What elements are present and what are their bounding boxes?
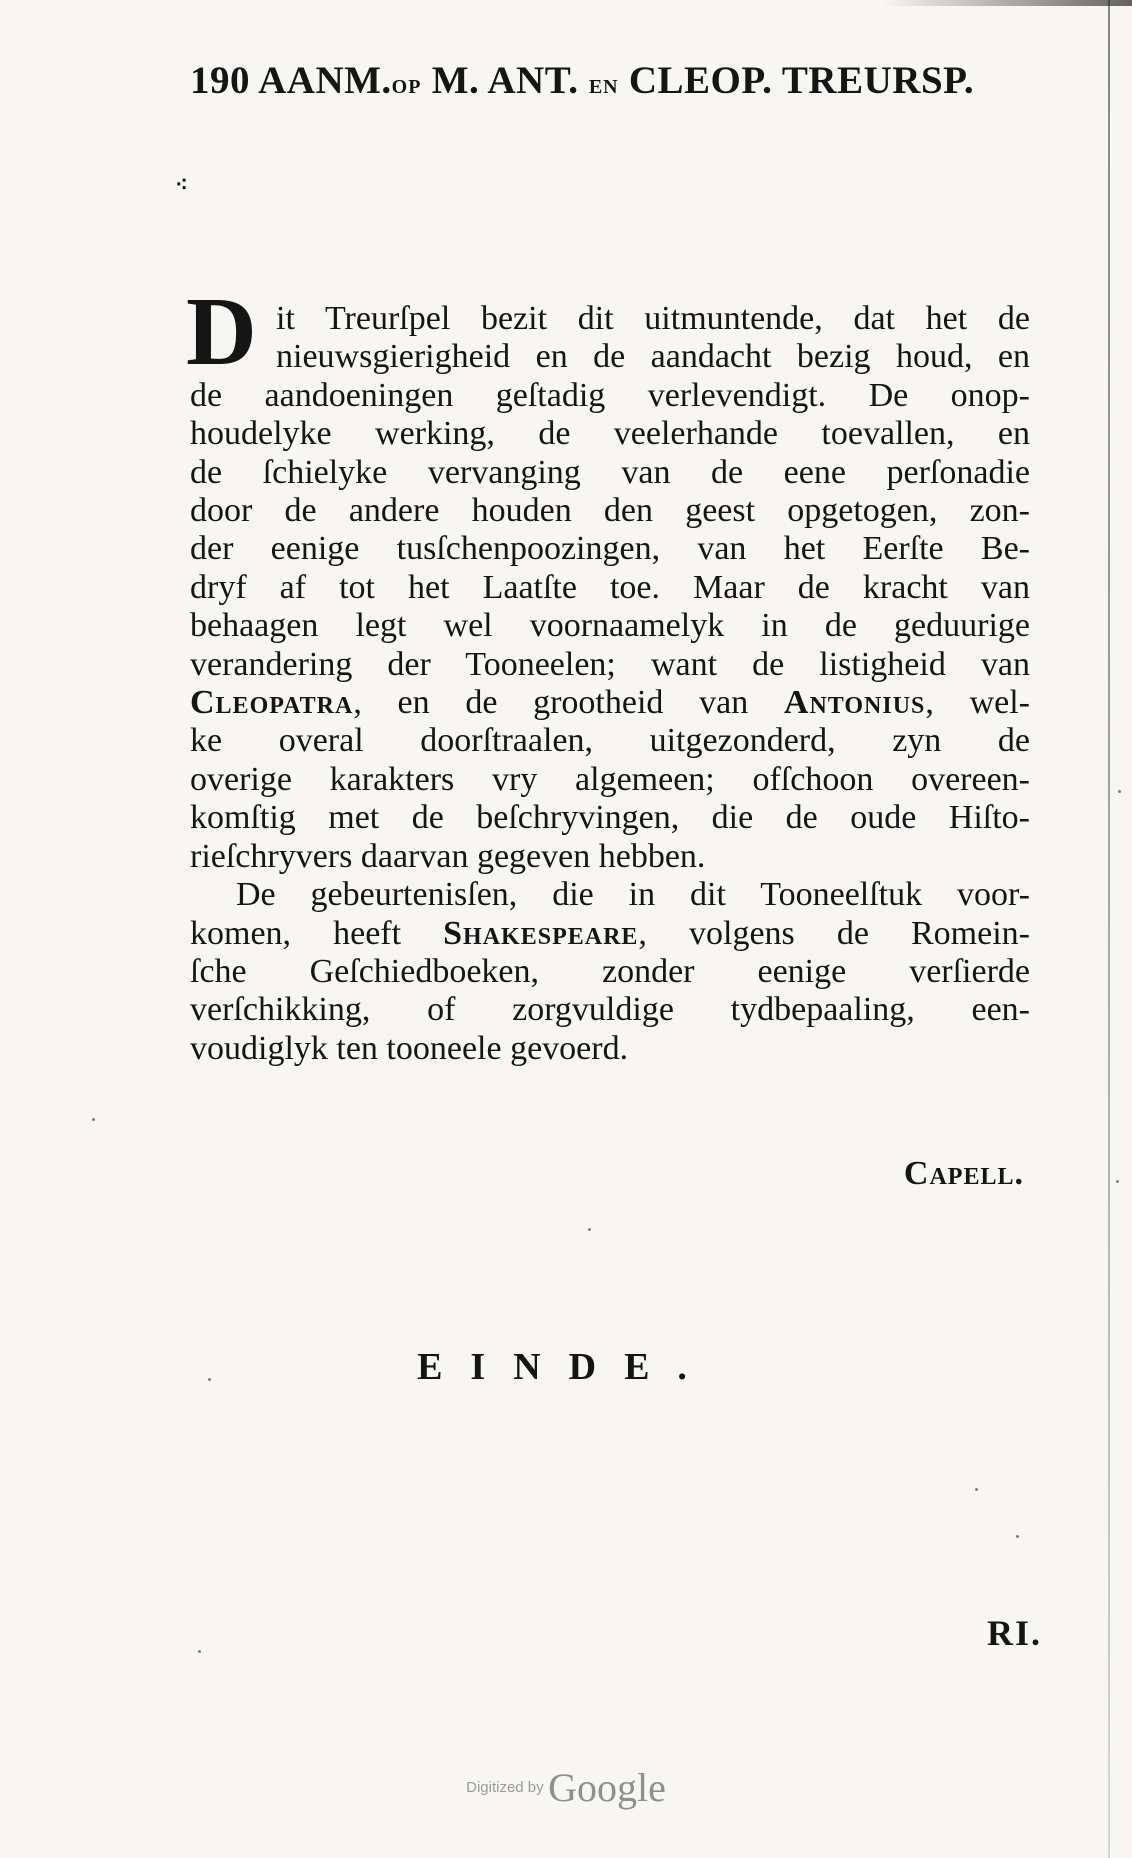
name-cleopatra: Cleopatra (190, 684, 354, 722)
text-line: voudiglyk ten tooneele gevoerd. (190, 1029, 629, 1067)
text-line (190, 684, 1030, 722)
ink-speck (208, 1378, 211, 1381)
text-line: de aandoeningen geſtadig verlevendigt. De onop- (190, 376, 1030, 414)
drop-cap: D (186, 278, 257, 386)
ornament-mark: ⁖ (175, 172, 188, 197)
text-line: nieuwsgierigheid en de aandacht bezig houd, en (276, 338, 1030, 376)
page-number: 190 (190, 59, 250, 102)
text-fragment: komen, heeft (190, 914, 444, 952)
text-line: der eenige tusſchenpoozingen, van het Eerſte Be- (190, 530, 1030, 568)
digitized-watermark (0, 1764, 1132, 1811)
header-part-en: EN (588, 76, 619, 98)
text-line: ſche Geſchiedboeken, zonder eenige verſierde (190, 952, 1030, 990)
text-line: door de andere houden den geest opgetogen, zon- (190, 492, 1030, 530)
text-line: komſtig met de beſchryvingen, die de oude Hiſto- (190, 799, 1030, 837)
watermark-digitized-text: Digitized by (466, 1779, 544, 1796)
finis-mark: EINDE. (417, 1346, 715, 1388)
text-line: verandering der Tooneelen; want de listigheid van (190, 645, 1030, 683)
text-line: houdelyke werking, de veelerhande toevallen, en (190, 415, 1030, 453)
ink-speck (1116, 1180, 1119, 1183)
header-part-op: OP (391, 76, 422, 98)
ink-speck (1016, 1535, 1019, 1538)
text-fragment: , en de grootheid van (353, 684, 784, 722)
ink-speck (92, 1118, 95, 1121)
text-line: ke overal doorſtraalen, uitgezonderd, zyn de (190, 722, 1030, 760)
page-right-edge (1108, 0, 1110, 1858)
text-fragment: , wel- (925, 684, 1030, 722)
header-part-cleop: CLEOP. TREURSP. (628, 59, 975, 102)
text-line: it Treurſpel bezit dit uitmuntende, dat het de (276, 300, 1030, 337)
text-line: De gebeurtenisſen, die in dit Tooneelſtuk voor- (236, 876, 1030, 914)
text-fragment: , volgens de Romein- (638, 914, 1030, 952)
text-line (190, 915, 1030, 953)
catchword: RI. (986, 1613, 1042, 1653)
ink-speck (198, 1650, 201, 1653)
main-text (190, 300, 1030, 1068)
author-signature: Capell. (903, 1155, 1024, 1192)
name-shakespeare: Shakespeare (443, 914, 639, 952)
ink-speck (588, 1228, 591, 1231)
ink-speck (1118, 790, 1121, 793)
running-header (190, 58, 1030, 103)
ink-speck (975, 1488, 978, 1491)
text-line: de ſchielyke vervanging van de eene perſonadie (190, 453, 1030, 491)
text-line: verſchikking, of zorgvuldige tydbepaaling, een- (190, 991, 1030, 1029)
page-top-edge (0, 0, 1132, 6)
text-line: behaagen legt wel voornaamelyk in de geduurige (190, 607, 1030, 645)
text-line: dryf af tot het Laatſte toe. Maar de kracht van (190, 568, 1030, 606)
google-logo: Google (548, 1765, 666, 1810)
text-line: rieſchryvers daarvan gegeven hebben. (190, 837, 706, 875)
header-part-ant: M. ANT. (431, 59, 579, 102)
header-part-aanm: AANM. (258, 59, 392, 102)
name-antonius: Antonius (783, 684, 926, 722)
text-line: overige karakters vry algemeen; ofſchoon overeen- (190, 760, 1030, 798)
